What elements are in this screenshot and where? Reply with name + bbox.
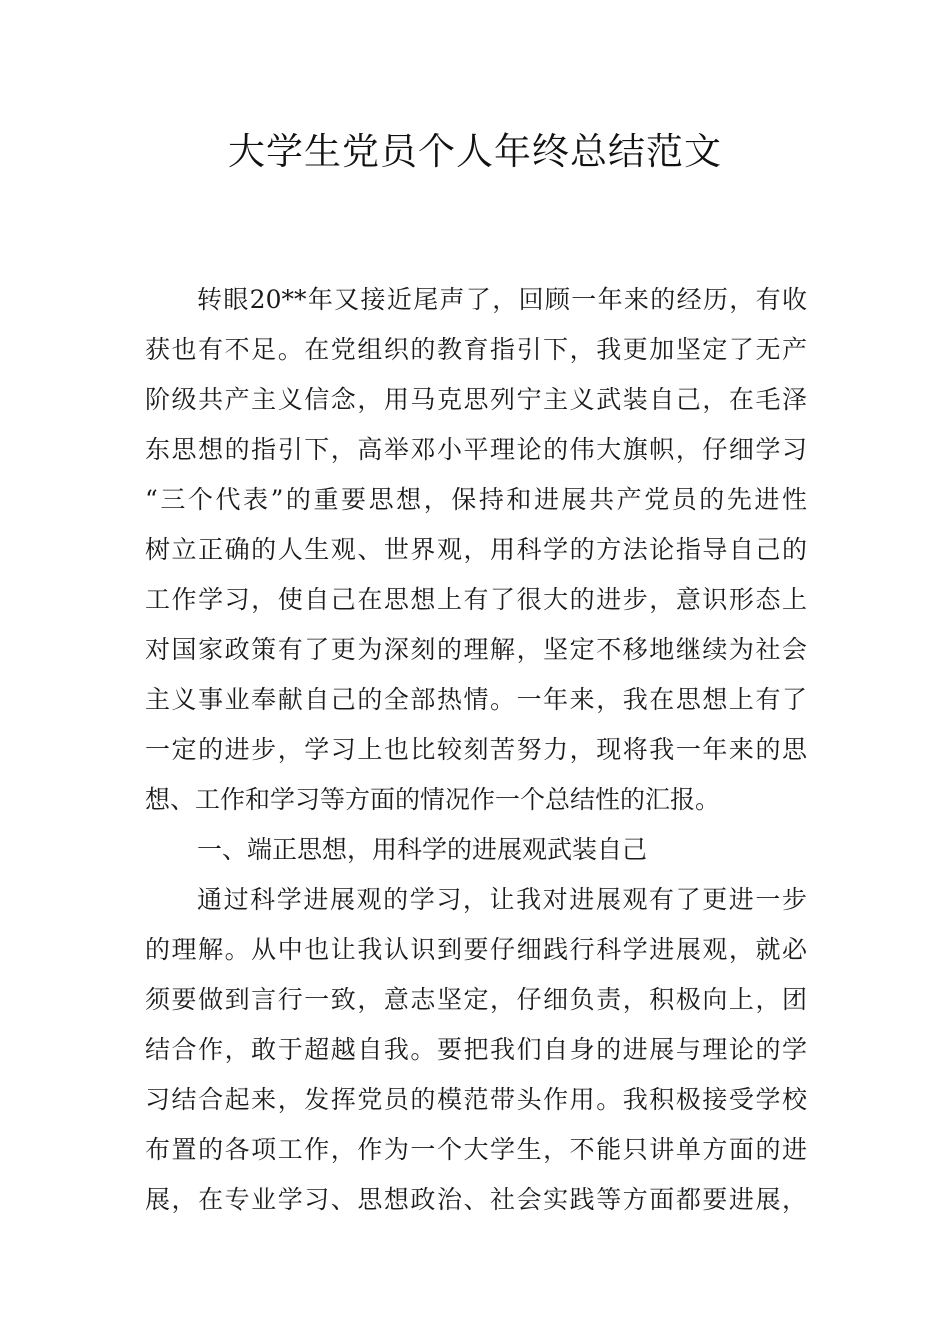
text-line: 主义事业奉献自己的全部热情。一年来，我在思想上有了 [145,685,807,714]
paragraph-first-line: 通过科学进展观的学习，让我对进展观有了更进一步 [197,885,807,914]
text-line: 结合作，敢于超越自我。要把我们自身的进展与理论的学 [145,1035,807,1064]
text-line: 须要做到言行一致，意志坚定，仔细负责，积极向上，团 [145,985,807,1014]
paragraph-first-line: 一、端正思想，用科学的进展观武装自己 [197,835,648,864]
text-line: 获也有不足。在党组织的教育指引下，我更加坚定了无产 [145,335,807,364]
text-line: 想、工作和学习等方面的情况作一个总结性的汇报。 [145,785,721,814]
text-line: 树立正确的人生观、世界观，用科学的方法论指导自己的 [145,535,807,564]
text-line: 工作学习，使自己在思想上有了很大的进步，意识形态上 [145,585,807,614]
text-line: 展，在专业学习、思想政治、社会实践等方面都要进展， [145,1185,807,1214]
text-line: 对国家政策有了更为深刻的理解，坚定不移地继续为社会 [145,635,807,664]
text-line: 的理解。从中也让我认识到要仔细践行科学进展观，就必 [145,935,807,964]
paragraph-first-line: 转眼20**年又接近尾声了，回顾一年来的经历，有收 [197,285,807,314]
text-line: 习结合起来，发挥党员的模范带头作用。我积极接受学校 [145,1085,807,1114]
text-line: 东思想的指引下，高举邓小平理论的伟大旗帜，仔细学习 [145,435,807,464]
text-line: 阶级共产主义信念，用马克思列宁主义武装自己，在毛泽 [145,385,807,414]
text-line: “三个代表”的重要思想，保持和进展共产党员的先进性 [145,485,807,514]
document-title: 大学生党员个人年终总结范文 [228,130,722,173]
text-line: 一定的进步，学习上也比较刻苦努力，现将我一年来的思 [145,735,807,764]
text-line: 布置的各项工作，作为一个大学生，不能只讲单方面的进 [145,1135,807,1164]
